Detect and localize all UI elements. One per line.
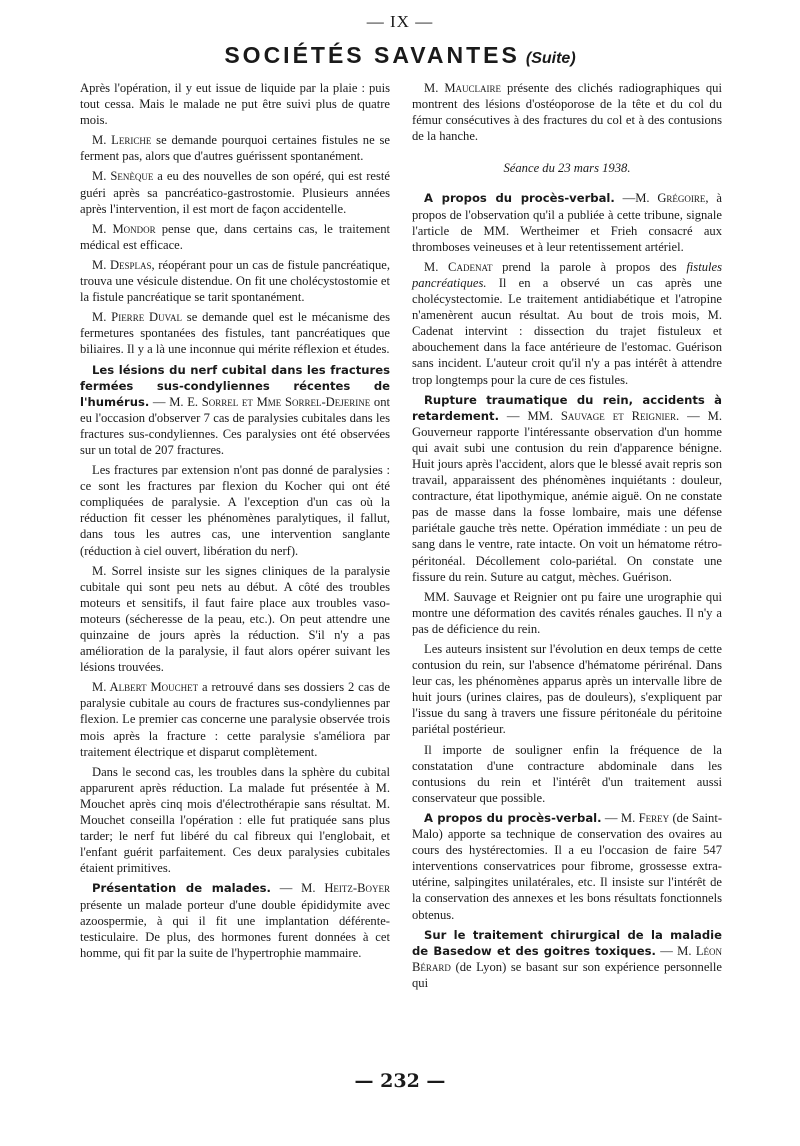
author-name: MM. Sauvage et Reignier.	[527, 408, 680, 423]
paragraph: M. Mauclaire présente des clichés radiographiques qui montrent des lésions d'ostéoporose de la tête et du col du fémur consécutives à des fractures du col et à des contusions de la hanche.	[412, 81, 722, 144]
author-name: M. Albert Mouchet	[92, 680, 199, 695]
paragraph: Il importe de souligner enfin la fréquence de la constatation d'une contracture abdominale dans les contusions du rein et l'intérêt d'un traitement aussi conservateur que possible.	[412, 742, 722, 805]
page-number: — 232 —	[354, 1070, 446, 1092]
page-header	[0, 42, 800, 69]
paragraph: M. Mondor pense que, dans certains cas, le traitement médical est efficace.	[80, 221, 390, 252]
paragraph: M. Sorrel insiste sur les signes cliniques de la paralysie cubitale qui sont peu nets au début. A côté des troubles moteurs et sensitifs, il faut faire place aux troubles vaso-moteurs (sécheresse de la peau, etc.). On peut attendre une quinzaine de jours après la réduction. S'il n'y a pas amélioration de la paralysie, il faut alors opérer suivant les lésions trouvées.	[80, 563, 390, 675]
paragraph: M. Cadenat prend la parole à propos des fistules pancréatiques. Il en a observé un cas après une cholécystectomie. Le traitement antidiabétique et l'atropine n'amenèrent aucun résultat. Au bout de trois mois, M. Cadenat intervint : dissection du trajet fistuleux et abouchement dans la face antérieure de l'estomac. Guérison sans incident. L'auteur croit qu'il n'y a pas intérêt à attendre trop longtemps pour la cure de ces fistules.	[412, 259, 722, 387]
right-column	[412, 80, 722, 995]
author-name: M. Desplas,	[92, 257, 155, 272]
author-name: M. Senèque	[92, 169, 154, 184]
paragraph: M. Desplas, réopérant pour un cas de fistule pancréatique, trouva une vésicule distendue. On fit une cholécystostomie et la fistule pancréatique se tarit spontanément.	[80, 257, 391, 305]
paragraph: Présentation de malades. — M. Heitz-Boyer présente un malade porteur d'une double épididymite avec azoospermie, à qui il fit une implantation déférente-testiculaire. De plus, des hormones furent données à cet homme, qui fit par la suite de l'hypertrophie mammaire.	[80, 881, 390, 960]
topic-heading: Rupture traumatique du rein, accidents à retardement.	[412, 392, 722, 423]
paragraph: A propos du procès-verbal. — M. Ferey (de Saint-Malo) apporte sa technique de conservation des ovaires au cours des hystérectomies. Il a eu l'occasion de faire 547 interventions conservatrices pour fibrome, grossesse extra-utérine, salpingites unilatérales, etc. Il insiste sur l'intérêt de la conservation des annexes et les bons résultats fonctionnels obtenus.	[412, 810, 723, 922]
author-name: M. Léon Bérard	[412, 943, 723, 974]
topic-heading: Les lésions du nerf cubital dans les fractures fermées sus-condyliennes récentes de l'humérus.	[80, 362, 390, 409]
session-date: Séance du 23 mars 1938.	[503, 161, 631, 176]
paragraph: M. Albert Mouchet a retrouvé dans ses dossiers 2 cas de paralysie cubitale au cours de fractures sus-condyliennes par flexion. Le premier cas concerne une paralysie observée trois mois après la fracture : cette paralysie s'améliora par traitement électrique et disparut complètement.	[80, 680, 390, 759]
author-name: M. Mondor	[92, 221, 156, 236]
author-name: M. Heitz-Boyer	[301, 881, 390, 896]
author-name: M. Grégoire,	[635, 191, 709, 206]
author-name: M. Ferey	[620, 810, 670, 825]
topic-heading: A propos du procès-verbal.	[424, 810, 602, 825]
left-column	[80, 80, 390, 965]
paragraph: Rupture traumatique du rein, accidents à retardement. — MM. Sauvage et Reignier. — M. Gouverneur rapporte l'intéressante observation d'un homme qui avait subi une contusion du rein d'apparence bénigne. Huit jours après l'accident, alors que le blessé avait repris son travail, apparaissent des phénomènes inquiétants : douleur, contracture, état lipothymique, anémie aiguë. On ne constate pas de masse dans la fosse lombaire, mais une défense pariétale gauche très nette. Opération immédiate : un peu de sang dans le ventre, rate intacte. On voit un hématome rétro-péritonéal. Décollement colo-pariétal. On constate une fissure du rein. Suture au catgut, mèches. Guérison.	[412, 392, 723, 584]
paragraph: Les lésions du nerf cubital dans les fractures fermées sus-condyliennes récentes de l'humérus. — M. E. Sorrel et Mme Sorrel-Dejerine ont eu l'occasion d'observer 7 cas de paralysies cubitales dans les fractures sus-condyliennes. Ces paralysies ont été observées sur un total de 207 fractures.	[80, 362, 390, 457]
paragraph: MM. Sauvage et Reignier ont pu faire une urographie qui montre une déformation des cavités rénales gauches. Il n'y a pas de déficience du rein.	[412, 589, 722, 636]
topic-heading: Présentation de malades.	[92, 881, 271, 896]
paragraph: M. Senèque a eu des nouvelles de son opéré, qui est resté guéri après sa pancréatico-gastrostomie. Plusieurs années après l'intervention, il est mort de façon accidentelle.	[80, 169, 390, 216]
section-suite: (Suite)	[525, 50, 576, 67]
paragraph: Dans le second cas, les troubles dans la sphère du cubital apparurent après réduction. La malade fut présentée à M. Mouchet après cinq mois d'électrothérapie sans résultat. M. Mouchet conseilla l'opération : elle fut pratiquée sans plus tarder; le nerf fut libéré du cal fibreux qui l'englobait, et l'enfant guérit parfaitement. Ces deux paralysies cubitales étaient primitives.	[80, 764, 390, 876]
paragraph: Les fractures par extension n'ont pas donné de paralysies : ce sont les fractures par flexion du Kocher qui ont été compliquées de paralysie. A l'exception d'un cas où la réduction fit cesser les phénomènes paralytiques, il fallut, dans tous les autres cas, une intervention sanglante (réduction à ciel ouvert, libération du nerf).	[80, 463, 390, 558]
author-name: M. Pierre Duval	[92, 310, 182, 325]
paragraph: Les auteurs insistent sur l'évolution en deux temps de cette contusion du rein, sur l'absence d'hématome périrénal. Dans leur cas, les phénomènes apparus après un intervalle libre de huit jours (urines claires, pas de douleurs), s'expliquent par l'issue du sang à travers une fissure péritonéale du péritoine pariétal postérieur.	[412, 642, 722, 737]
section-title: SOCIÉTÉS SAVANTES	[224, 42, 520, 68]
paragraph: Sur le traitement chirurgical de la maladie de Basedow et des goitres toxiques. — M. Léon Bérard (de Lyon) se basant sur son expérience personnelle qui	[412, 927, 723, 990]
author-name: M. Leriche	[92, 133, 152, 148]
emphasis: fistules pancréatiques.	[412, 259, 722, 290]
author-name: M. Cadenat	[424, 259, 493, 274]
author-name: M. Mauclaire	[424, 81, 502, 95]
topic-heading: Sur le traitement chirurgical de la maladie de Basedow et des goitres toxiques.	[412, 927, 722, 958]
author-name: M. E. Sorrel et Mme Sorrel-Dejerine	[169, 394, 371, 409]
paragraph: Après l'opération, il y eut issue de liquide par la plaie : puis tout cessa. Mais le malade ne put être suivi plus de quatre mois.	[80, 81, 390, 128]
topic-heading: A propos du procès-verbal.	[424, 191, 615, 206]
paragraph: M. Pierre Duval se demande quel est le mécanisme des fermetures spontanées des fistules, tant pancréatiques que biliaires. Il y a là une inconnue qui mérite réflexion et études.	[80, 310, 390, 357]
page-roman-numeral: — IX —	[366, 12, 434, 31]
paragraph: M. Leriche se demande pourquoi certaines fistules ne se ferment pas, alors que d'autres guérissent spontanément.	[80, 133, 390, 164]
paragraph: A propos du procès-verbal. —M. Grégoire, à propos de l'observation qu'il a publiée à cette tribune, signale l'article de MM. Wertheimer et Frieh consacré aux thromboses veineuses et à leur retentissement artériel.	[412, 191, 722, 254]
